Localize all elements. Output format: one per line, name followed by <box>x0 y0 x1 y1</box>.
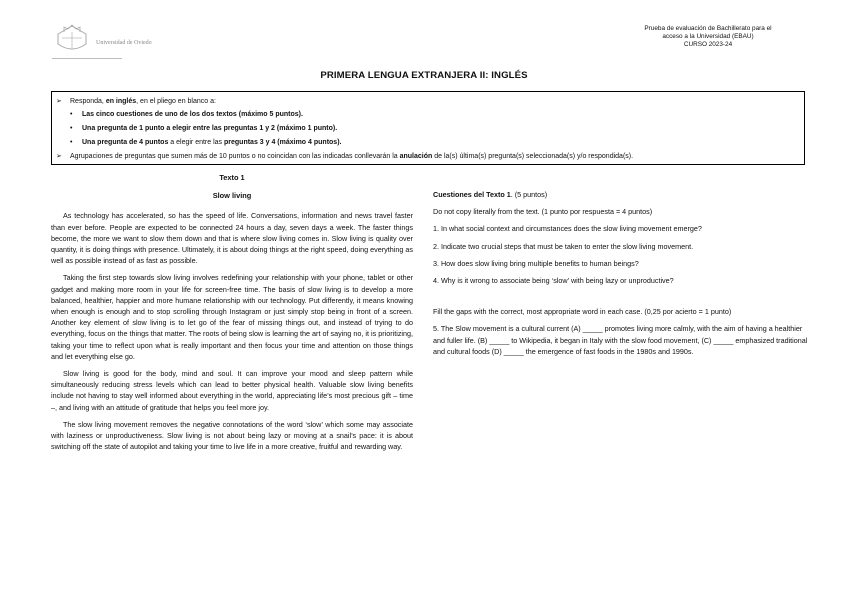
dot-bullet-icon: • <box>70 139 73 146</box>
text-paragraph: The slow living movement removes the negative connotations of the word ‘slow’ which some may associate with laziness or unproductiveness. Slow living is not about being lazy or moving at a snail’s pace: it is about switching off the state of autopilot and taking your time to live life in a more creative, fruitful and rewarding way. <box>51 419 413 452</box>
exam-info-course: CURSO 2023-24 <box>683 41 733 48</box>
exam-info-line-1: Prueba de evaluación de Bachillerato para el <box>644 25 772 32</box>
text-paragraph: As technology has accelerated, so has the speed of life. Conversations, information and news travel faster than ever before. People are expected to be connected 24 hours a day, seven days a week. The faster things become, the more we want to slow them down and that is where slow living comes in. Slow living is quality over quantity, it is doing things with presence. Ultimately, it is about doing things at the right speed, doing everything as well as possible instead of as fast as possible. <box>51 211 413 266</box>
text-label: Texto 1 <box>219 173 245 182</box>
dot-bullet-icon: • <box>70 111 73 118</box>
text-title: Slow living <box>212 191 252 201</box>
instruction-respond: ➢ Responda, en inglés, en el pliego en blanco a: <box>56 98 216 105</box>
question-3: 3. How does slow living bring multiple benefits to human beings? <box>433 258 639 268</box>
instruction-bullet-2: • Una pregunta de 1 punto a elegir entre las preguntas 1 y 2 (máximo 1 punto). <box>70 125 338 132</box>
dot-bullet-icon: • <box>70 125 73 132</box>
page-title: PRIMERA LENGUA EXTRANJERA II: INGLÉS <box>320 70 528 81</box>
questions-column <box>433 189 809 363</box>
arrow-bullet-icon: ➢ <box>56 98 62 105</box>
instruction-annulment: ➢ Agrupaciones de preguntas que sumen más de 10 puntos o no coincidan con las indicadas conllevarán la anulación de la(s) última(s) pregunta(s) seleccionada(s) y/o respondida(s). <box>56 153 634 160</box>
arrow-bullet-icon: ➢ <box>56 153 62 160</box>
instruction-bullet-3: • Una pregunta de 4 puntos a elegir entre las preguntas 3 y 4 (máximo 4 puntos). <box>70 139 342 146</box>
logo-divider <box>52 58 122 59</box>
university-crest-icon <box>52 22 92 56</box>
text-paragraph: Taking the first step towards slow living involves redefining your relationship with your phone, tablet or other gadget and making more room in your life for screen-free time. The basis of slow living is to develop a more balanced, healthier, happier and more humane relationship with our technology. Put differently, it means knowing when enough is enough and to stop scrolling through Instagram or just simply stop being in front of a screen. Another key element of slow living is to let go of the fear of missing things out, and instead of trying to do everything, focus on the things that matter. The roots of being slow is learning the art of saying no, it is prioritizing, taking your time to reflect upon what is really important and then focus your time and attention on those things and let everything else go. <box>51 273 413 361</box>
university-logo <box>52 22 162 60</box>
questions-note: Do not copy literally from the text. (1 punto por respuesta = 4 puntos) <box>433 207 653 217</box>
text-paragraph: Slow living is good for the body, mind and soul. It can improve your mood and sleep pattern while simultaneously reducing stress levels which can lead to better physical health. Valuable slow living benefits include not having to stay well informed about everything in the world, appreciating life’s most precious gift – time –, and living with an attitude of gratitude that helps you feel more joy. <box>51 369 413 412</box>
question-2: 2. Indicate two crucial steps that must be taken to enter the slow living movement. <box>433 241 694 251</box>
instructions-box <box>51 91 805 165</box>
question-1: 1. In what social context and circumstances does the slow living movement emerge? <box>433 224 702 234</box>
questions-heading: Cuestiones del Texto 1. (5 puntos) <box>433 190 548 199</box>
exam-info <box>628 25 788 49</box>
question-4: 4. Why is it wrong to associate being ‘slow’ with being lazy or unproductive? <box>433 276 674 286</box>
exam-info-line-2: acceso a la Universidad (EBAU) <box>662 33 754 40</box>
instruction-bullet-1: • Las cinco cuestiones de uno de los dos textos (máximo 5 puntos). <box>70 111 303 118</box>
question-5: 5. The Slow movement is a cultural current (A) _____ promotes living more calmly, with the aim of having a healthier and fuller life. (B) _____ to Wikipedia, it began in Italy with the slow food movement, (C) _____ emphasized traditional and cultural foods (D) _____ the emergence of fast foods in the 1980s and 1990s. <box>433 324 808 356</box>
university-name: Universidad de Oviedo <box>96 40 152 46</box>
fill-gaps-instructions: Fill the gaps with the correct, most appropriate word in each case. (0,25 por acierto = 1 punto) <box>433 307 732 317</box>
spacer <box>433 292 809 306</box>
text-1-column <box>51 172 413 452</box>
